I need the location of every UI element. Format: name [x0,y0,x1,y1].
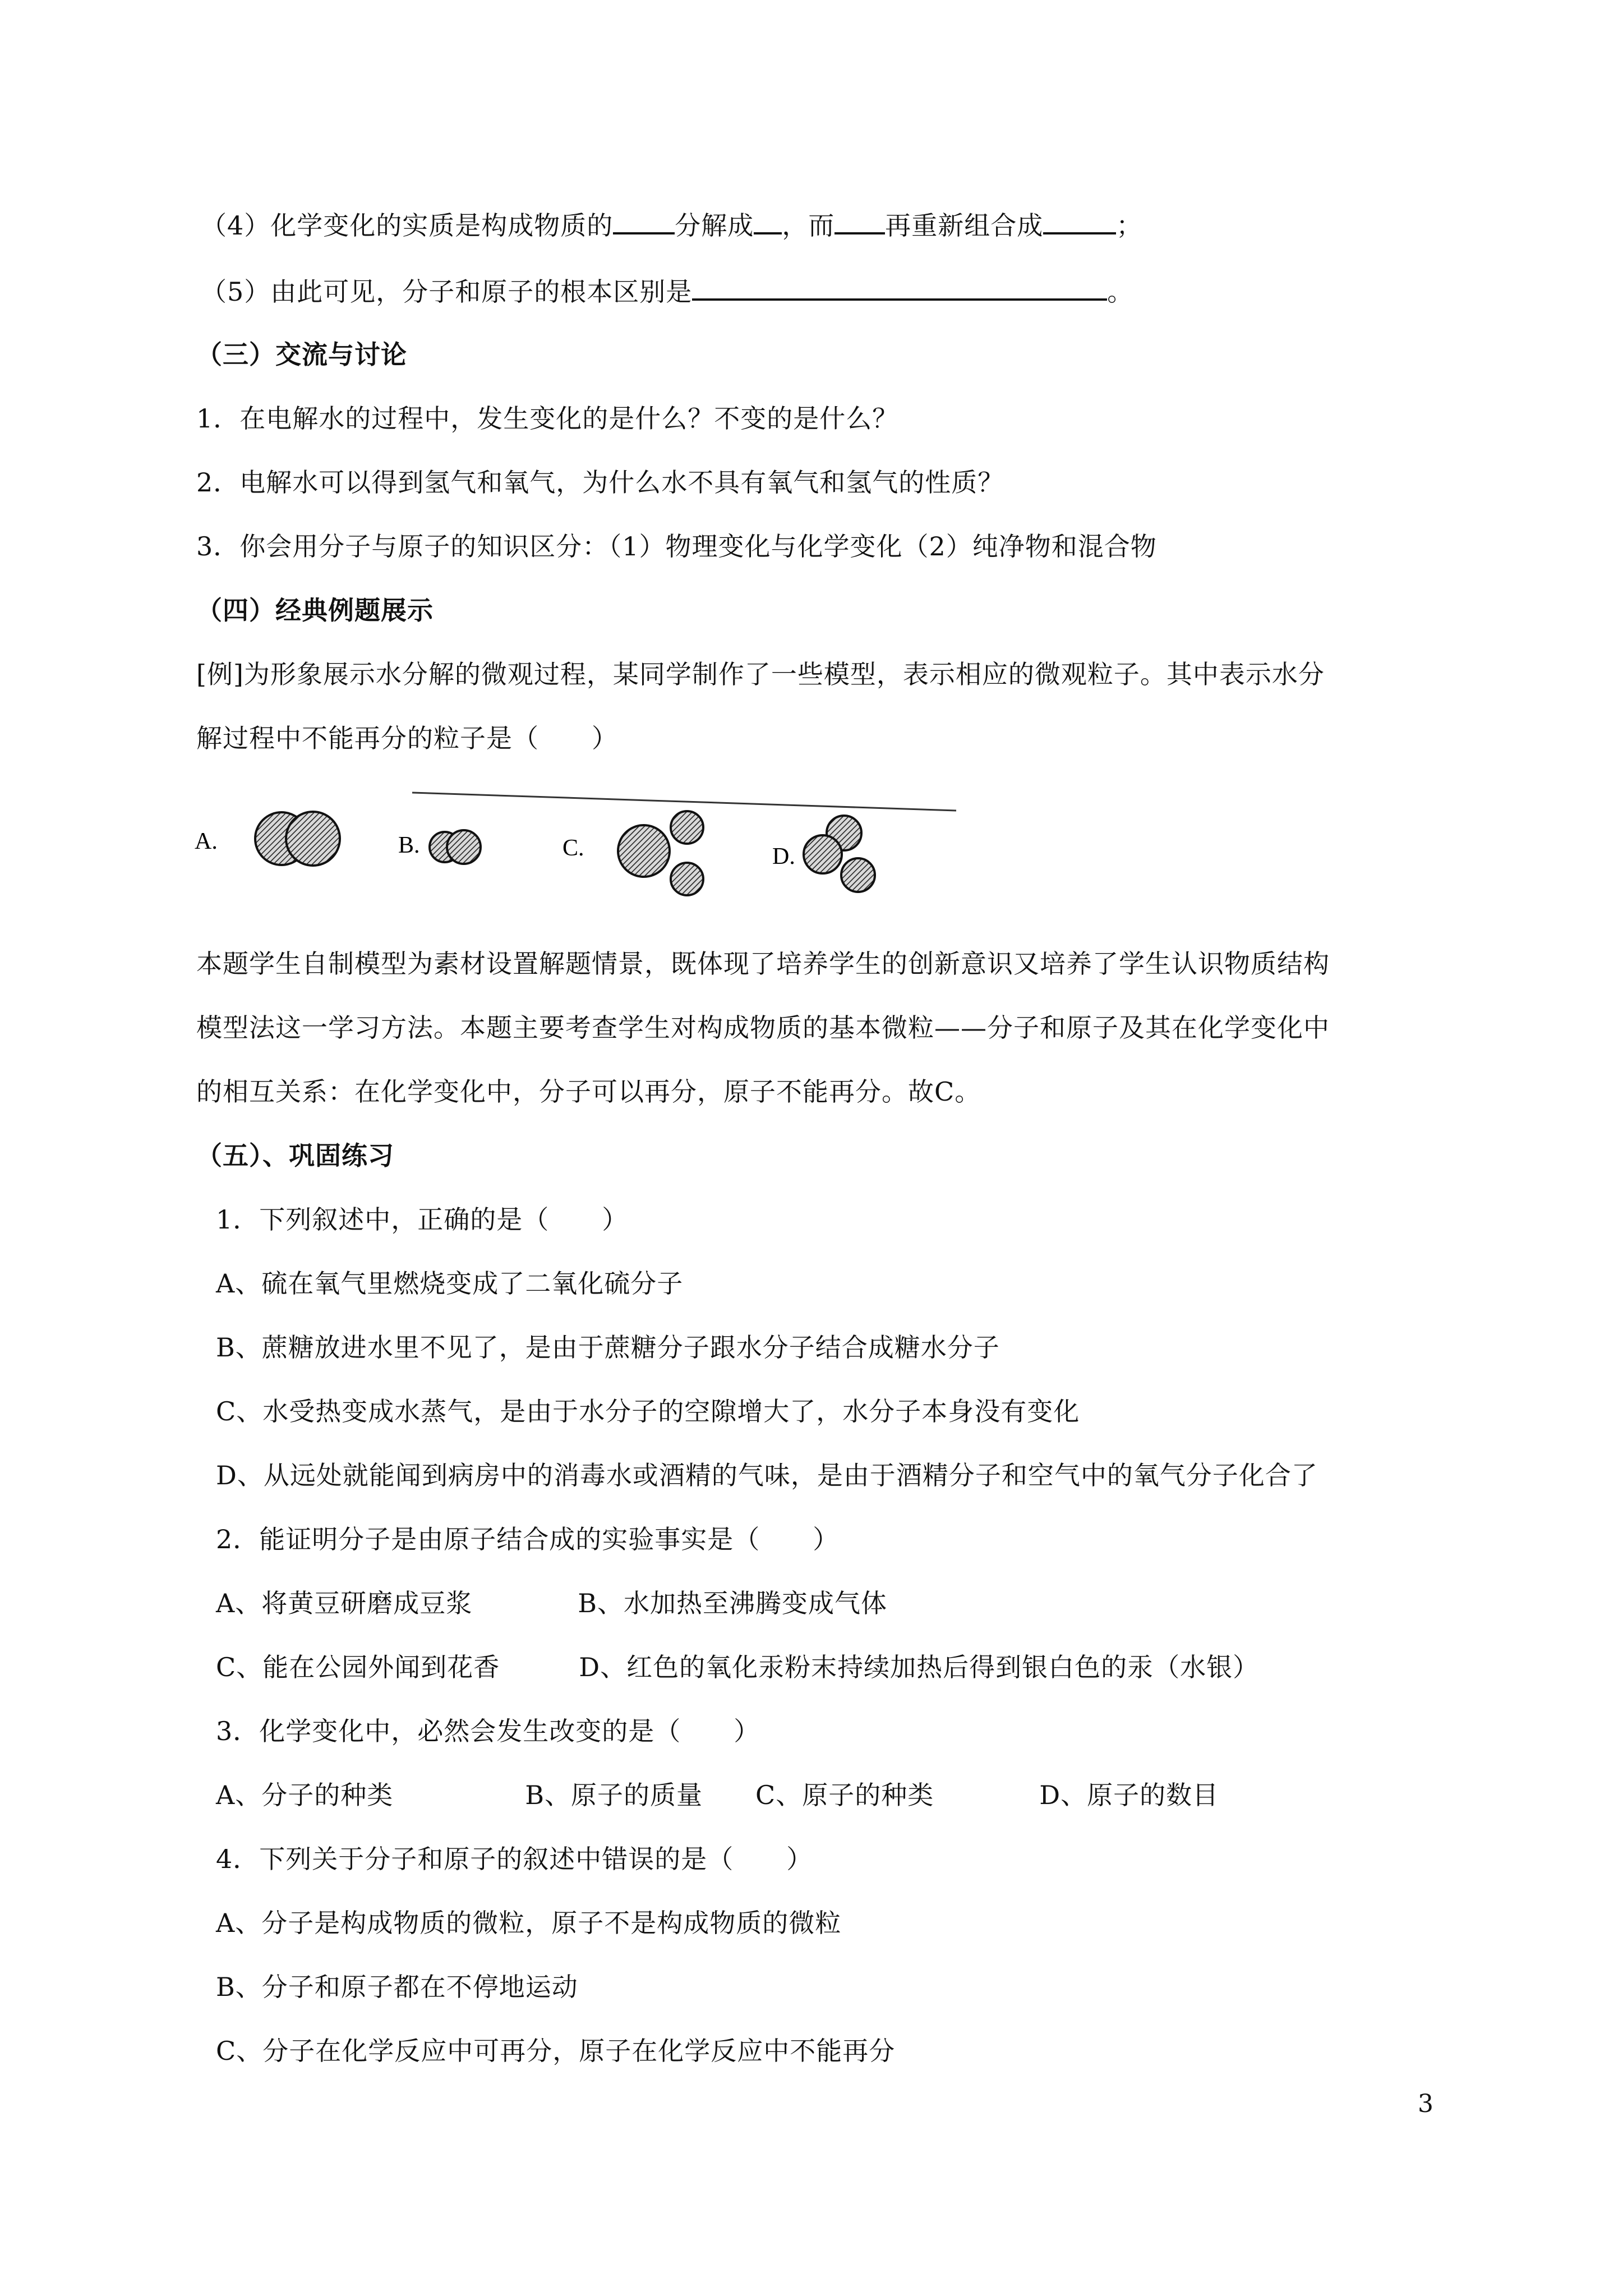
blank-4 [1043,208,1116,234]
exercise-4-option-c: C、分子在化学反应中可再分，原子在化学反应中不能再分 [216,2036,896,2066]
exercise-1-option-a: A、硫在氧气里燃烧变成了二氧化硫分子 [216,1268,684,1299]
section-3-item-2: 2．电解水可以得到氢气和氧气，为什么水不具有氧气和氢气的性质？ [196,467,1004,498]
molecule-models-svg [193,783,962,914]
option-c-model [618,811,703,895]
item-4-mid1: 分解成 [675,210,754,241]
exercise-1-option-d: D、从远处就能闻到病房中的消毒水或酒精的气味，是由于酒精分子和空气中的氧气分子化合了 [216,1460,1318,1490]
item-4-end: ； [1116,210,1143,241]
exercise-4-option-a: A、分子是构成物质的微粒，原子不是构成物质的微粒 [216,1908,842,1938]
item-4-mid2: ，而 [782,210,835,241]
option-a-model [255,812,340,866]
option-a-label: A. [195,829,218,854]
analysis-line-2: 模型法这一学习方法。本题主要考查学生对构成物质的基本微粒——分子和原子及其在化学变化中 [196,1013,1330,1043]
section-3-item-1: 1．在电解水的过程中，发生变化的是什么？不变的是什么？ [196,403,899,434]
analysis-line-3: 的相互关系：在化学变化中，分子可以再分，原子不能再分。故C。 [196,1076,981,1107]
blank-3 [834,208,885,234]
exercise-1-option-b: B、蔗糖放进水里不见了，是由于蔗糖分子跟水分子结合成糖水分子 [216,1332,1000,1363]
molecule-models-figure [193,783,962,914]
exercise-2-question: 2．能证明分子是由原子结合成的实验事实是（ ） [216,1524,840,1554]
option-d-model [804,816,875,892]
exercise-3-options: A、分子的种类 B、原子的质量 C、原子的种类 D、原子的数目 [216,1780,1219,1810]
item-4-mid3: 再重新组合成 [885,210,1044,241]
exercise-4-question: 4．下列关于分子和原子的叙述中错误的是（ ） [216,1844,813,1874]
option-d-label: D. [772,844,795,869]
exercise-2-options-cd: C、能在公园外闻到花香 D、红色的氧化汞粉末持续加热后得到银白色的汞（水银） [216,1652,1260,1682]
item-4-prefix: （4）化学变化的实质是构成物质的 [201,210,614,241]
item-4-line [201,208,1142,242]
blank-1 [613,208,675,234]
section-3-item-3: 3．你会用分子与原子的知识区分：（1）物理变化与化学变化（2）纯净物和混合物 [196,531,1157,562]
option-b-label: B. [398,832,420,858]
item-5-line [201,274,1133,309]
section-3-heading: （三）交流与讨论 [196,339,407,370]
blank-5 [692,274,1107,301]
section-5-heading: （五）、巩固练习 [196,1140,394,1171]
example-question-line-2: 解过程中不能再分的粒子是（ ） [196,723,618,753]
exercise-1-option-c: C、水受热变成水蒸气，是由于水分子的空隙增大了，水分子本身没有变化 [216,1396,1080,1427]
example-question-line-1: [例]为形象展示水分解的微观过程，某同学制作了一些模型，表示相应的微观粒子。其中表示水分 [196,659,1325,689]
option-b-model [430,830,481,864]
page-number: 3 [1418,2090,1433,2118]
section-4-heading: （四）经典例题展示 [196,595,434,625]
analysis-line-1: 本题学生自制模型为素材设置解题情景，既体现了培养学生的创新意识又培养了学生认识物质结构 [196,949,1330,979]
item-5-prefix: （5）由此可见，分子和原子的根本区别是 [201,277,693,307]
blank-2 [754,208,782,234]
exercise-2-options-ab: A、将黄豆研磨成豆浆 B、水加热至沸腾变成气体 [216,1588,888,1618]
exercise-1-question: 1．下列叙述中，正确的是（ ） [216,1204,629,1235]
item-5-end: 。 [1107,277,1134,307]
exercise-3-question: 3．化学变化中，必然会发生改变的是（ ） [216,1716,760,1746]
exercise-4-option-b: B、分子和原子都在不停地运动 [216,1972,578,2002]
figure-scan-line [412,793,956,811]
option-c-label: C. [562,835,584,861]
